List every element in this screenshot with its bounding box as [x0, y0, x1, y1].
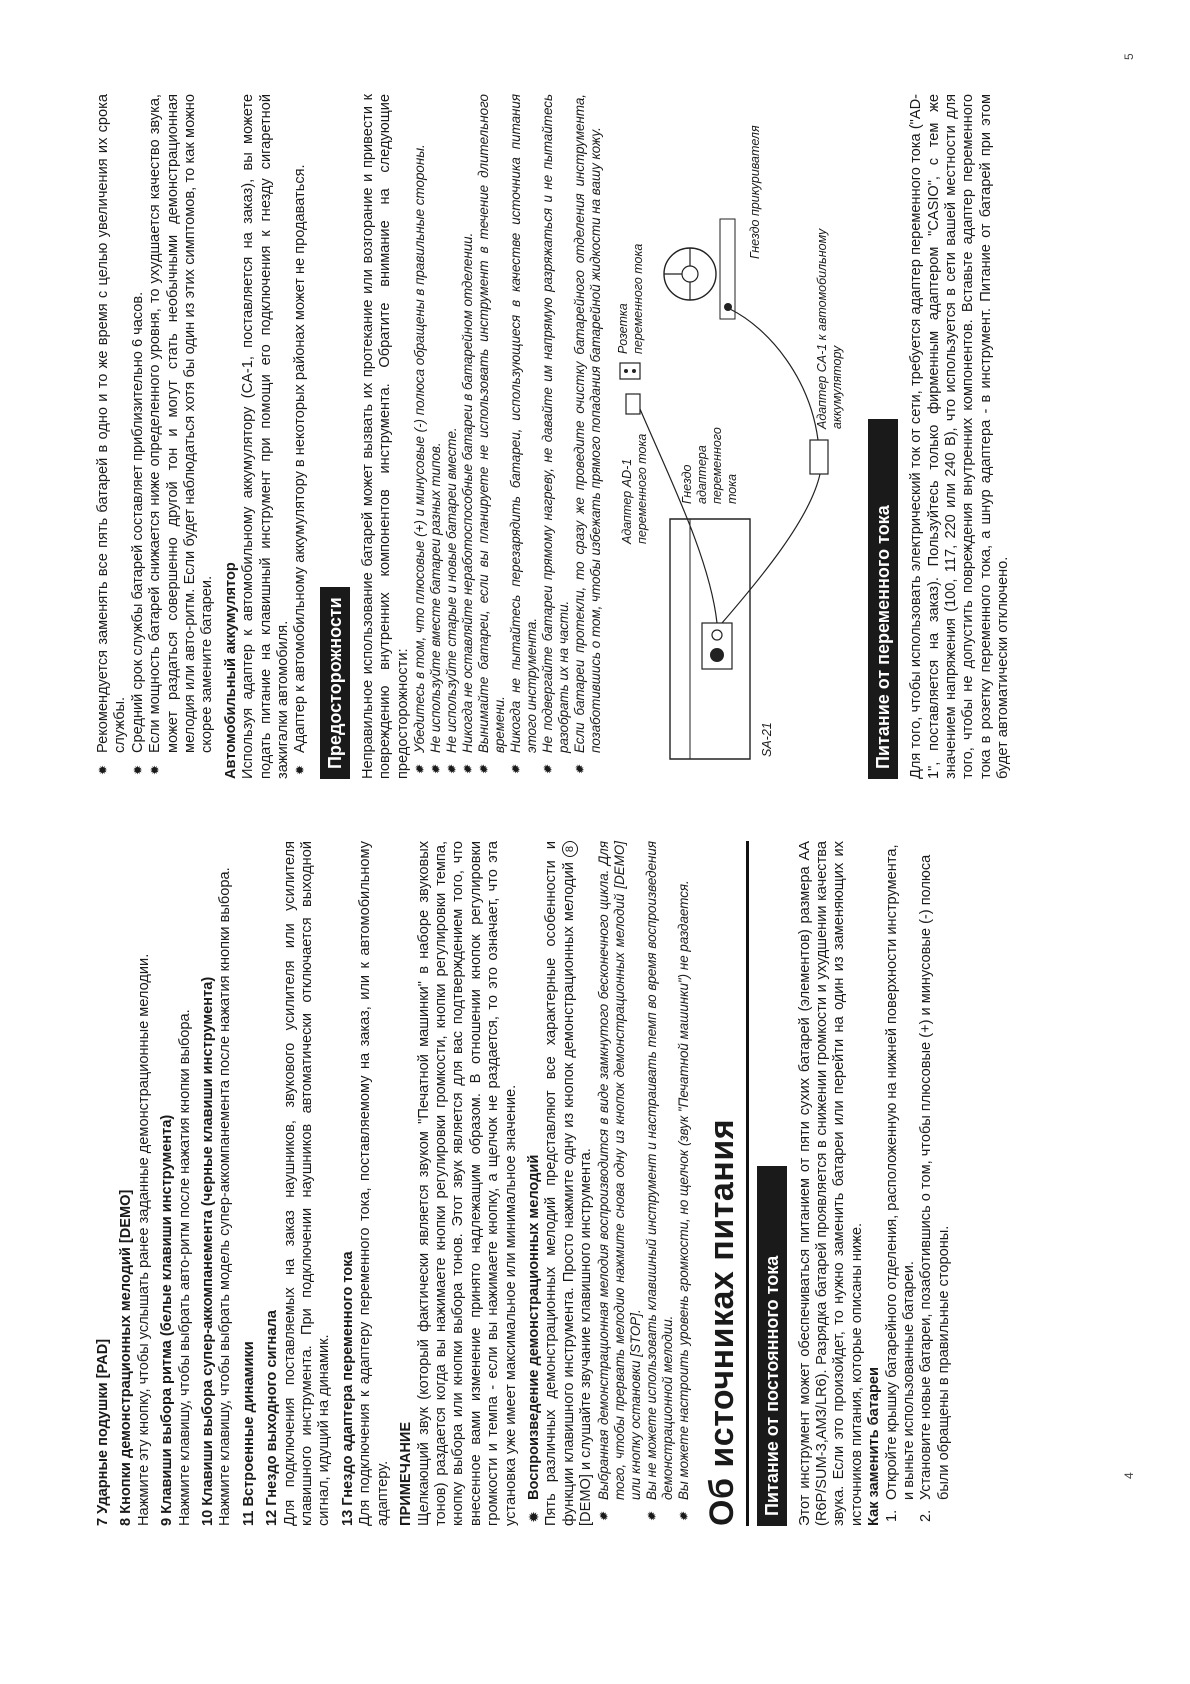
item-9: [159, 841, 194, 1526]
note-title: ПРИМЕЧАНИЕ: [398, 1421, 415, 1526]
demo-text-after: [DEMO] и слушайте звучание клавишного инструмента.: [578, 1148, 595, 1526]
page-number-right: 5: [1122, 53, 1136, 60]
precautions-bar: Предосторожности: [320, 587, 350, 779]
socket-label: Розетка переменного тока: [616, 243, 646, 354]
precaution-item: ✹ Никогда не пытайтесь перезарядить батареи, использующиеся в качестве источника питания этого инструмента.: [508, 94, 540, 779]
replace-batteries-title: Как заменить батареи: [866, 1366, 883, 1526]
precautions-text: Неправильное использование батарей может вызвать их протекание или возгорание и привести к повреждению внутренних компонентов инструмента. Обратите внимание на следующие предосторожности:: [359, 94, 411, 779]
precaution-item: ✹ Не используйте старые и новые батареи вместе.: [444, 94, 460, 779]
item-10: [200, 841, 235, 1526]
precaution-item: ✹ Не используйте вместе батареи разных типов.: [428, 94, 444, 779]
demo-title: ✹ Воспроизведение демонстрационных мелодий: [526, 841, 543, 1526]
precaution-item: ✹ Убедитесь в том, что плюсовые (+) и минусовые (-) полюса обращены в правильные стороны.: [412, 94, 428, 779]
battery-bullet: ✹ Средний срок службы батарей составляет приблизительно 6 часов.: [130, 94, 147, 779]
item-11: [241, 841, 258, 1526]
connection-diagram: [610, 94, 860, 779]
battery-bullet: ✹ Если мощность батарей снижается ниже определенного уровня, то ухудшается качество звука, может раздаться совершенно другой тон и могут стать необычными демонстрационная мелодия или авто-ритм. Если будет наблюдаться хотя бы один из этих симптомов, то как можно скорее замените батареи.: [147, 94, 217, 779]
adapter-ca1-label: Адаптер CA-1 к автомобильному аккумулятору: [815, 228, 845, 429]
left-page: [95, 841, 953, 1526]
item-text: Нажмите эту кнопку, чтобы услышать ранее заданные демонстрационные мелодии.: [135, 953, 152, 1526]
item-text: Нажмите клавишу, чтобы выбрать модель супер-аккомпанемента после нажатия кнопки выбора.: [217, 867, 234, 1526]
item-title: 8 Кнопки демонстрационных мелодий [DEMO]: [118, 1189, 135, 1526]
car-battery-block: [223, 94, 310, 779]
adapter-ad1-label: Адаптер AD-1 переменного тока: [620, 433, 650, 544]
step-item: [918, 841, 953, 1526]
demo-bullet: ✹ Вы не можете использовать клавишный инструмент и настраивать темп во время воспроизведения демонстрационной мелодии.: [644, 841, 676, 1526]
dc-text: Этот инструмент может обеспечиваться питанием от пяти сухих батарей (элементов) размера AA (R6P/SUM-3,AM3/LR6). Разрядка батарей проявляется в снижении громкости и ухудшении качества звука. Если это произойдет, то нужно заменить батареи или перейти на один из заменяющих их источников питания, которые описаны ниже.: [796, 841, 865, 1526]
precaution-item: ✹ Никогда не оставляйте неработоспособные батареи в батарейном отделении.: [460, 94, 476, 779]
power-sources-title: Об источниках питания: [702, 841, 749, 1526]
step-text: Установите новые батареи, позаботившись о том, чтобы плюсовые (+) и минусовые (-) полюса были обращены в правильные стороны.: [918, 854, 952, 1500]
item-7: [95, 841, 112, 1526]
item-title: 7 Ударные подушки [PAD]: [95, 1338, 111, 1526]
item-13: [340, 841, 392, 1526]
page-number-left: 4: [1122, 1472, 1136, 1479]
jack-label: Гнездо адаптера переменного тока: [680, 427, 740, 504]
note-block: [398, 841, 520, 1526]
step-number: 2.: [918, 1509, 935, 1522]
item-title: 10 Клавиши выбора супер-аккомпанемента (черные клавиши инструмента): [200, 976, 217, 1526]
item-text: Для подключения поставляемых на заказ наушников, звукового усилителя или усилителя клавишного инструмента. При подключении наушников автоматически отключается выходной сигнал, идущий на динамик.: [281, 841, 333, 1526]
item-title: 13 Гнездо адаптера переменного тока: [339, 1251, 356, 1526]
demo-bullet: ✹ Выбранная демонстрационная мелодия воспроизводится в виде замкнутого бесконечного цикла. Для того, чтобы прервать мелодию нажмите снова одну из кнопок демонстрационных мелодий [DEMO] или кнопку остановки [STOP].: [596, 841, 644, 1526]
ac-text: Для того, чтобы использовать электрический ток от сети, требуется адаптер переменного тока ("AD-1", поставляется на заказ). Пользуйтесь только фирменным адаптером "CASIO", с тем же значением напряжения (100, 117, 220 или 240 В), что используется в сети вашей местности для того, чтобы не допустить повреждения внутренних компонентов. Вставьте адаптер переменного тока в розетку переменного тока, а шнур адаптера - в инструмент. Питание от батарей при этом будет автоматически отключено.: [908, 94, 1012, 779]
item-title: 9 Клавиши выбора ритма (белые клавиши инструмента): [159, 1114, 176, 1526]
demo-bullet: ✹ Вы можете настроить уровень громкости, но щелчок (звук "Печатной машинки") не раздается.: [676, 841, 692, 1526]
model-label: SA-21: [760, 722, 775, 757]
lighter-label: Гнездо прикуривателя: [748, 125, 763, 259]
car-battery-bullet: ✹ Адаптер к автомобильному аккумулятору в некоторых районах может не продаваться.: [292, 94, 309, 779]
item-title: 12 Гнездо выходного сигнала: [264, 1310, 281, 1526]
ac-section-bar: Питание от переменного тока: [868, 419, 898, 779]
step-number: 1.: [883, 1509, 900, 1522]
dc-section-bar: Питание от постоянного тока: [757, 1166, 787, 1526]
demo-text: [543, 841, 595, 1526]
item-text: Нажмите клавишу, чтобы выбрать авто-ритм после нажатия кнопки выбора.: [176, 1009, 193, 1526]
item-text: Для подключения к адаптеру переменного тока, поставляемому на заказ, или к автомобильному адаптеру.: [357, 841, 391, 1526]
battery-bullet: ✹ Рекомендуется заменять все пять батарей в одно и то же время с целью увеличения их срока службы.: [95, 94, 130, 779]
precaution-item: ✹ Если батареи протекли, то сразу же проведите очистку батарейного отделения инструмента, позаботившись о том, чтобы избежать прямого попадания батарейной жидкости на вашу кожу.: [572, 94, 604, 779]
item-8: [118, 841, 153, 1526]
car-battery-text: Используя адаптер к автомобильному аккумулятору (CA-1, поставляется на заказ), вы можете подать питание на клавишный инструмент при помощи его подключения к гнезду сигаретной зажигалки автомобиля.: [240, 94, 292, 779]
right-page: [95, 94, 1013, 779]
item-12: [264, 841, 334, 1526]
car-battery-title: Автомобильный аккумулятор: [222, 562, 239, 779]
step-item: [884, 841, 919, 1526]
demo-block: [526, 841, 692, 1526]
circled-number: 8: [562, 841, 578, 857]
precaution-item: ✹ Вынимайте батареи, если вы планируете не использовать инструмент в течение длительного времени.: [476, 94, 508, 779]
demo-text-before: Пять различных демонстрационных мелодий представляют все характерные особенности и функции клавишного инструмента. Просто нажмите одну из кнопок демонстрационных мелодий: [543, 841, 577, 1526]
item-title: 11 Встроенные динамики: [240, 1341, 257, 1526]
step-text: Откройте крышку батарейного отделения, расположенную на нижней поверхности инструмента, и выньте использованные батареи.: [883, 844, 917, 1500]
note-text: Щелкающий звук (который фактически является звуком "Печатной машинки" в наборе звуковых тонов) раздается когда вы нажимаете кнопки регулировки громкости, кнопки регулировки темпа, кнопку выбора или кнопки выбора тонов. Этот звук является для вас подтверждением того, что внесенное вами изменение принято надлежащим образом. В отношении кнопок регулировки громкости и темпа - если вы нажимаете кнопку, а щелчок не раздается, то это означает, что эта установка уже имеет максимальное или минимальное значение.: [415, 841, 519, 1526]
precaution-item: ✹ Не подвергайте батареи прямому нагреву, не давайте им напрямую разряжаться и не пытайтесь разобрать их на части.: [540, 94, 572, 779]
